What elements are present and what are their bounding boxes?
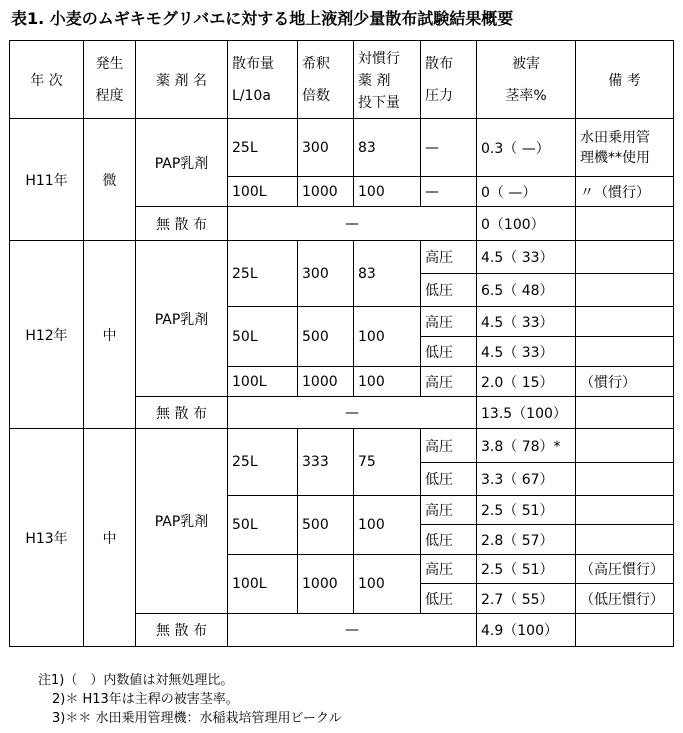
damage-cell: 4.9（100） <box>477 614 576 647</box>
header-chemical: 薬 剤 名 <box>136 41 228 119</box>
results-table <box>9 40 674 647</box>
damage-cell: 4.5（ 33） <box>477 307 576 337</box>
nospray-dash: — <box>228 207 477 241</box>
damage-cell: 2.5（ 51） <box>477 496 576 525</box>
header-row <box>10 41 674 119</box>
remarks-cell: 水田乗用管 理機**使用 <box>576 119 674 177</box>
dilution-cell: 1000 <box>298 555 354 614</box>
header-occurrence: 発生 程度 <box>84 41 136 119</box>
amount-cell: 100L <box>228 367 298 397</box>
table-row <box>10 119 674 177</box>
pressure-cell: 低圧 <box>421 525 477 555</box>
dilution-cell: 333 <box>298 429 354 496</box>
remarks-cell <box>576 429 674 463</box>
remarks-cell <box>576 337 674 367</box>
occurrence-h11: 微 <box>84 119 136 241</box>
remarks-cell <box>576 397 674 429</box>
remarks-cell: （高圧慣行） <box>576 555 674 584</box>
ratio-cell: 75 <box>354 429 421 496</box>
amount-cell: 25L <box>228 241 298 307</box>
remarks-cell <box>576 241 674 274</box>
remarks-cell: （低圧慣行） <box>576 584 674 614</box>
table-row <box>10 241 674 274</box>
remarks-cell <box>576 614 674 647</box>
amount-cell: 25L <box>228 119 298 177</box>
pressure-cell: 高圧 <box>421 496 477 525</box>
pressure-cell: — <box>421 177 477 207</box>
footnote-3: 3)＊＊ 水田乗用管理機：水稲栽培管理用ビークル <box>52 711 342 726</box>
footnotes <box>38 671 342 728</box>
dilution-cell: 1000 <box>298 177 354 207</box>
damage-cell: 4.5（ 33） <box>477 337 576 367</box>
dilution-cell: 300 <box>298 119 354 177</box>
ratio-cell: 100 <box>354 555 421 614</box>
amount-cell: 50L <box>228 307 298 367</box>
remarks-cell <box>576 463 674 496</box>
amount-cell: 100L <box>228 177 298 207</box>
table-row <box>10 429 674 463</box>
pressure-cell: 高圧 <box>421 367 477 397</box>
chemical-h13: PAP乳剤 <box>136 429 228 614</box>
remarks-cell <box>576 207 674 241</box>
dilution-cell: 1000 <box>298 367 354 397</box>
amount-cell: 100L <box>228 555 298 614</box>
amount-cell: 50L <box>228 496 298 555</box>
header-dilution: 希釈 倍数 <box>298 41 354 119</box>
nospray-label: 無 散 布 <box>136 614 228 647</box>
remarks-cell: （慣行） <box>576 367 674 397</box>
chemical-h12: PAP乳剤 <box>136 241 228 397</box>
year-h13: H13年 <box>10 429 84 647</box>
pressure-cell: — <box>421 119 477 177</box>
dilution-cell: 300 <box>298 241 354 307</box>
nospray-label: 無 散 布 <box>136 397 228 429</box>
nospray-dash: — <box>228 397 477 429</box>
remarks-cell: 〃（慣行） <box>576 177 674 207</box>
dilution-cell: 500 <box>298 496 354 555</box>
header-damage: 被害 茎率% <box>477 41 576 119</box>
damage-cell: 2.0（ 15） <box>477 367 576 397</box>
pressure-cell: 高圧 <box>421 555 477 584</box>
ratio-cell: 100 <box>354 496 421 555</box>
amount-cell: 25L <box>228 429 298 496</box>
ratio-cell: 100 <box>354 307 421 367</box>
damage-cell: 2.7（ 55） <box>477 584 576 614</box>
damage-cell: 3.8（ 78）* <box>477 429 576 463</box>
pressure-cell: 低圧 <box>421 274 477 307</box>
occurrence-h12: 中 <box>84 241 136 429</box>
table-title: 表1. 小麦のムギキモグリバエに対する地上液剤少量散布試験結果概要 <box>11 9 514 28</box>
dilution-cell: 500 <box>298 307 354 367</box>
damage-cell: 0（ —） <box>477 177 576 207</box>
damage-cell: 13.5（100） <box>477 397 576 429</box>
header-remarks: 備 考 <box>576 41 674 119</box>
remarks-cell <box>576 496 674 525</box>
pressure-cell: 高圧 <box>421 307 477 337</box>
damage-cell: 4.5（ 33） <box>477 241 576 274</box>
nospray-label: 無 散 布 <box>136 207 228 241</box>
year-h11: H11年 <box>10 119 84 241</box>
occurrence-h13: 中 <box>84 429 136 647</box>
remarks-cell <box>576 274 674 307</box>
ratio-cell: 83 <box>354 119 421 177</box>
damage-cell: 2.8（ 57） <box>477 525 576 555</box>
ratio-cell: 83 <box>354 241 421 307</box>
remarks-cell <box>576 307 674 337</box>
header-amount: 散布量 L/10a <box>228 41 298 119</box>
pressure-cell: 低圧 <box>421 337 477 367</box>
footnote-1: 注1)（ ）内数値は対無処理比。 <box>38 673 234 688</box>
ratio-cell: 100 <box>354 177 421 207</box>
pressure-cell: 低圧 <box>421 584 477 614</box>
header-year: 年 次 <box>10 41 84 119</box>
nospray-dash: — <box>228 614 477 647</box>
ratio-cell: 100 <box>354 367 421 397</box>
damage-cell: 3.3（ 67） <box>477 463 576 496</box>
damage-cell: 6.5（ 48） <box>477 274 576 307</box>
damage-cell: 2.5（ 51） <box>477 555 576 584</box>
damage-cell: 0（100） <box>477 207 576 241</box>
pressure-cell: 高圧 <box>421 241 477 274</box>
damage-cell: 0.3（ —） <box>477 119 576 177</box>
header-ratio: 対慣行 薬 剤 投下量 <box>354 41 421 119</box>
remarks-cell <box>576 525 674 555</box>
year-h12: H12年 <box>10 241 84 429</box>
chemical-h11: PAP乳剤 <box>136 119 228 207</box>
pressure-cell: 高圧 <box>421 429 477 463</box>
pressure-cell: 低圧 <box>421 463 477 496</box>
footnote-2: 2)＊ H13年は主稈の被害茎率。 <box>52 692 239 707</box>
header-pressure: 散布 圧力 <box>421 41 477 119</box>
